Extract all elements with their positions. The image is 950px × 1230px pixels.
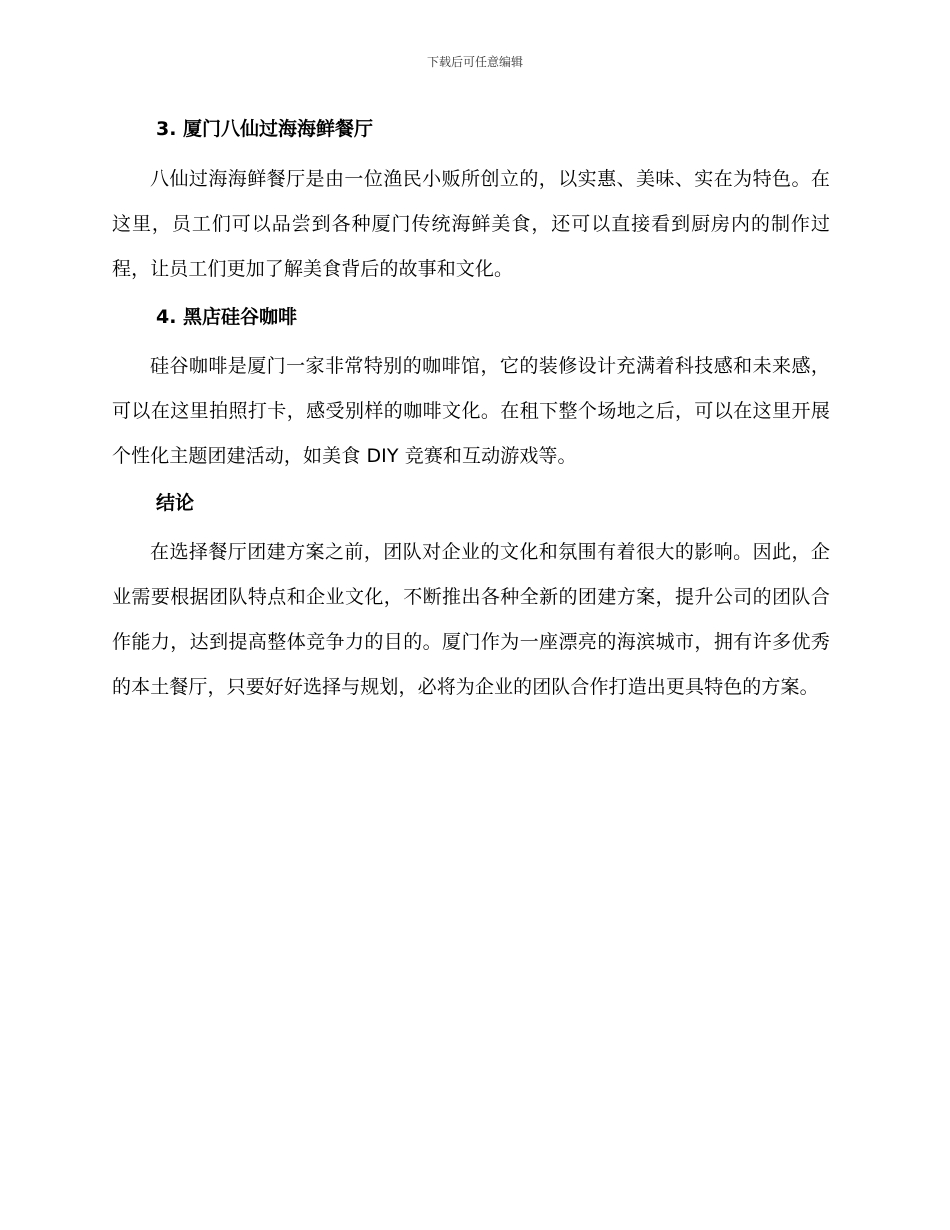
section-heading-restaurant: 3. 厦门八仙过海海鲜餐厅: [156, 118, 374, 140]
page-header: 下载后可任意编辑: [426, 55, 523, 69]
section-heading-cafe: 4. 黑店硅谷咖啡: [156, 306, 298, 328]
section-paragraph-cafe: 硅谷咖啡是厦门一家非常特别的咖啡馆，它的装修设计充满着科技感和未来感，可以在这里拍照打卡，感受别样的咖啡文化。在租下整个场地之后，可以在这里开展个性化主题团建活动，如美食 DIY 竞赛和互动游戏等。: [112, 355, 830, 467]
section-heading-conclusion: 结论: [156, 492, 195, 514]
section-paragraph-conclusion: 在选择餐厅团建方案之前，团队对企业的文化和氛围有着很大的影响。因此，企业需要根据团队特点和企业文化，不断推出各种全新的团建方案，提升公司的团队合作能力，达到提高整体竞争力的目的。厦门作为一座漂亮的海滨城市，拥有许多优秀的本土餐厅，只要好好选择与规划，必将为企业的团队合作打造出更具特色的方案。: [112, 541, 830, 698]
section-paragraph-restaurant: 八仙过海海鲜餐厅是由一位渔民小贩所创立的，以实惠、美味、实在为特色。在这里，员工们可以品尝到各种厦门传统海鲜美食，还可以直接看到厨房内的制作过程，让员工们更加了解美食背后的故事和文化。: [112, 168, 830, 280]
document-body: [112, 108, 830, 710]
